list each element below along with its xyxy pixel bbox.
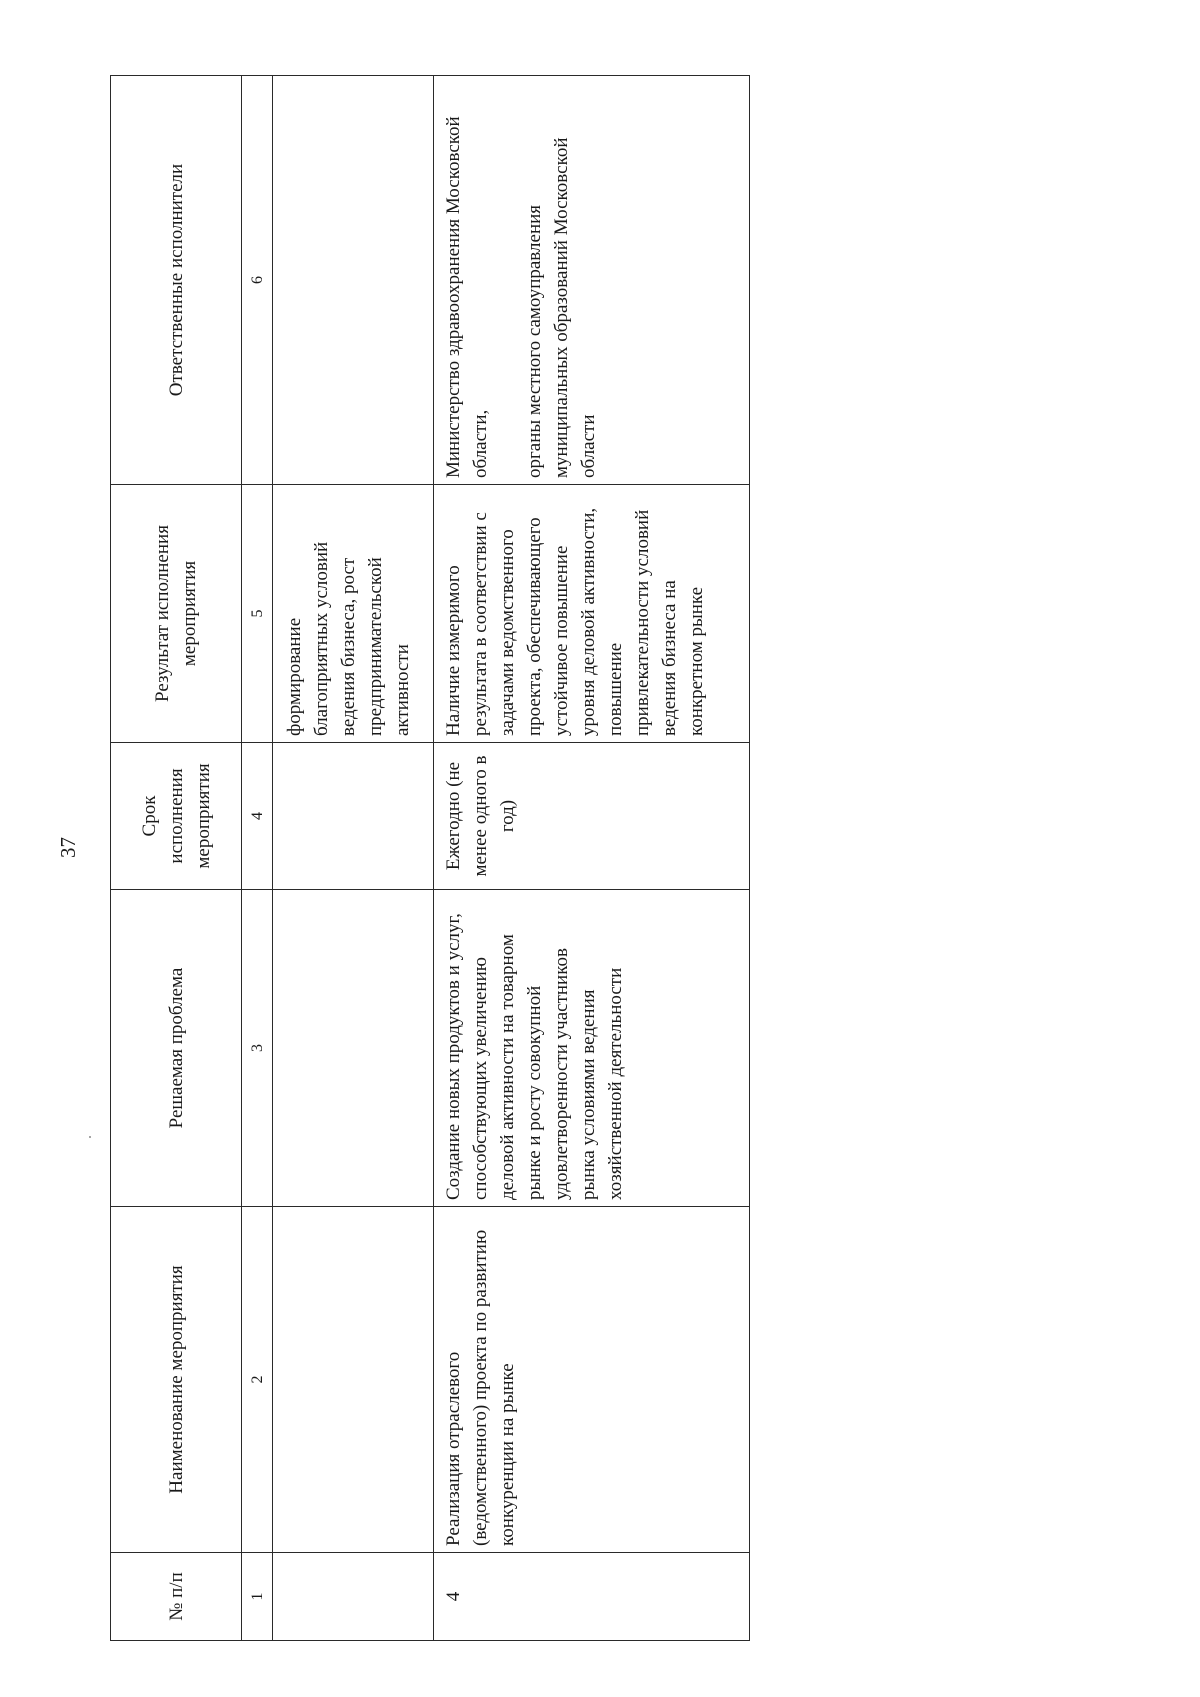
column-number-3: 3 <box>242 890 273 1207</box>
scan-speck <box>89 1136 91 1138</box>
row4-responsible-local: органы местного самоуправления муниципальных образований Московской области <box>524 137 599 478</box>
cont-cell-1 <box>273 1553 434 1641</box>
header-number: № п/п <box>111 1553 242 1641</box>
table-row-4 <box>434 76 750 1641</box>
cont-cell-4 <box>273 743 434 890</box>
rotated-table <box>110 76 750 1641</box>
cont-cell-6 <box>273 76 434 485</box>
column-number-1: 1 <box>242 1553 273 1641</box>
column-number-5: 5 <box>242 485 273 743</box>
header-responsible: Ответственные исполнители <box>111 76 242 485</box>
table-container <box>110 76 750 1641</box>
cont-result-cell: формирование благоприятных условий ведения бизнеса, рост предпринимательской активности <box>273 485 434 743</box>
header-problem: Решаемая проблема <box>111 890 242 1207</box>
header-result: Результат исполнения мероприятия <box>111 485 242 743</box>
header-row <box>111 76 242 1641</box>
header-name: Наименование мероприятия <box>111 1207 242 1553</box>
row4-number: 4 <box>434 1553 750 1641</box>
responsible-spacer <box>494 82 521 478</box>
measures-table <box>110 75 750 1641</box>
row4-responsible <box>434 76 750 485</box>
row4-name: Реализация отраслевого (ведомственного) проекта по развитию конкуренции на рынке <box>434 1207 750 1553</box>
column-number-2: 2 <box>242 1207 273 1553</box>
row4-responsible-ministry: Министерство здравоохранения Московской области, <box>443 116 491 478</box>
cont-cell-2 <box>273 1207 434 1553</box>
column-number-4: 4 <box>242 743 273 890</box>
header-deadline: Срок исполнения мероприятия <box>111 743 242 890</box>
column-number-row <box>242 76 273 1641</box>
continuation-row <box>273 76 434 1641</box>
row4-result: Наличие измеримого результата в соответствии с задачами ведомственного проекта, обеспечивающего устойчивое повышение уровня деловой активности, повышение привлекательности условий ведения бизнеса на конкретном рынке <box>434 485 750 743</box>
row4-problem: Создание новых продуктов и услуг, способствующих увеличению деловой активности на товарном рынке и росту совокупной удовлетворенности участников рынка условиями ведения хозяйственной деятельности <box>434 890 750 1207</box>
row4-deadline: Ежегодно (не менее одного в год) <box>434 743 750 890</box>
cont-cell-3 <box>273 890 434 1207</box>
column-number-6: 6 <box>242 76 273 485</box>
page-number: 37 <box>56 837 80 858</box>
